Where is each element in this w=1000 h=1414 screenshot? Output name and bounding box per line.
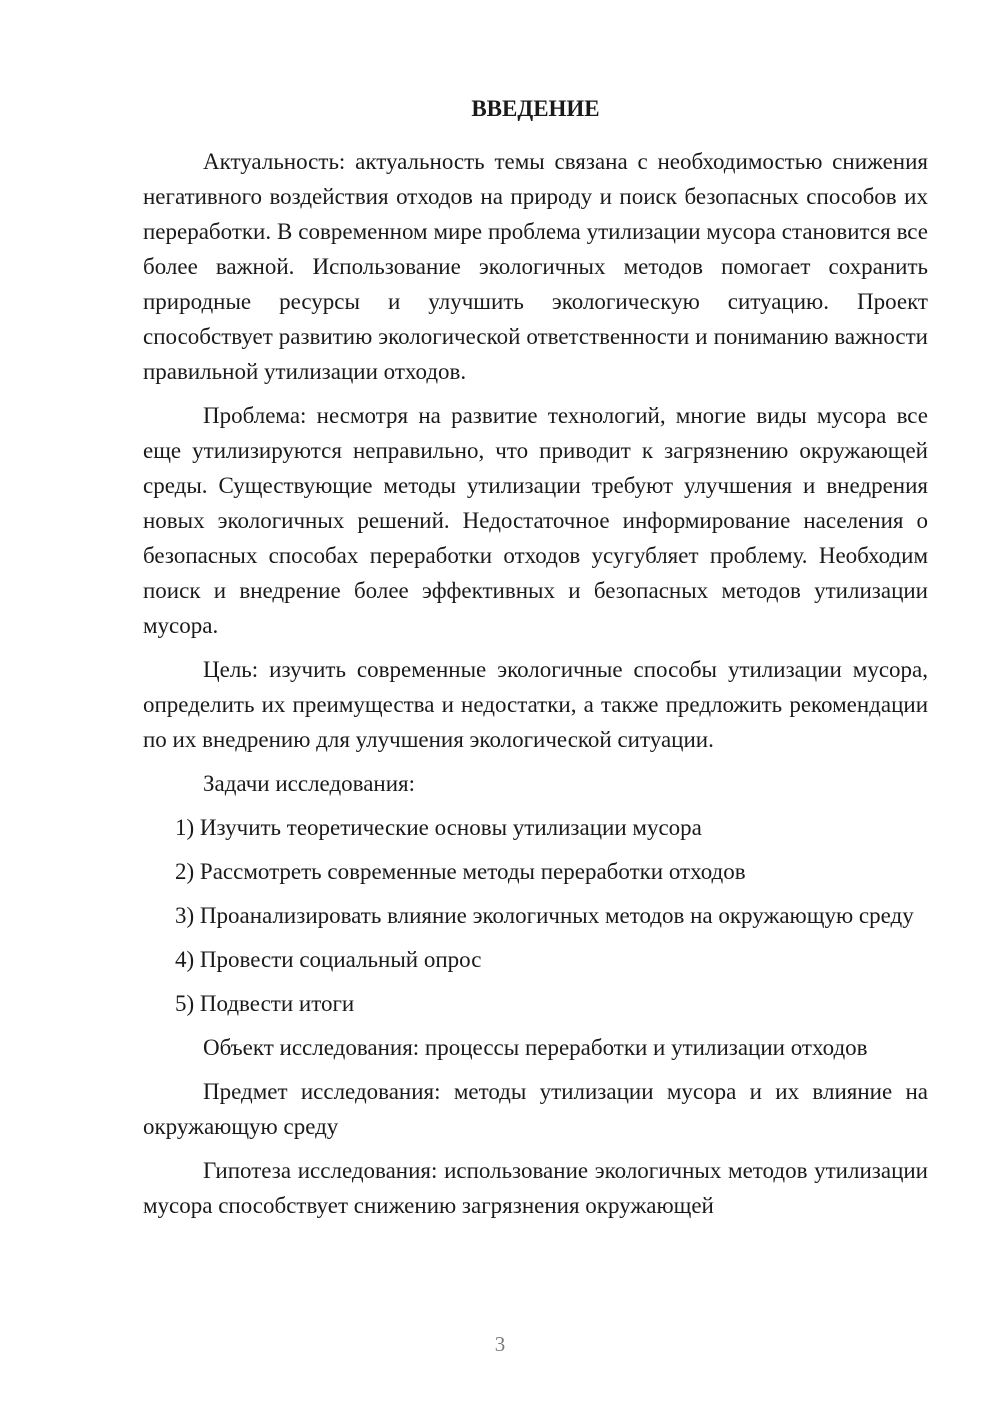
page-content: [143, 94, 928, 1232]
paragraph-goal: Цель: изучить современные экологичные способы утилизации мусора, определить их преимущества и недостатки, а также предложить рекомендации по их внедрению для улучшения экологической ситуации.: [143, 657, 928, 752]
section-heading: ВВЕДЕНИЕ: [471, 96, 600, 121]
task-item-4: 4) Провести социальный опрос: [175, 947, 482, 972]
task-item-3: 3) Проанализировать влияние экологичных методов на окружающую среду: [175, 903, 914, 928]
task-item-1: 1) Изучить теоретические основы утилизации мусора: [175, 815, 702, 840]
tasks-title: Задачи исследования:: [203, 771, 416, 796]
paragraph-hypothesis: Гипотеза исследования: использование экологичных методов утилизации мусора способствует снижению загрязнения окружающей: [143, 1158, 928, 1218]
task-item-5: 5) Подвести итоги: [175, 991, 355, 1016]
paragraph-problem: Проблема: несмотря на развитие технологий, многие виды мусора все еще утилизируются неправильно, что приводит к загрязнению окружающей среды. Существующие методы утилизации требуют улучшения и внедрения новых экологичных решений. Недостаточное информирование населения о безопасных способах переработки отходов усугубляет проблему. Необходим поиск и внедрение более эффективных и безопасных методов утилизации мусора.: [143, 403, 928, 638]
paragraph-object: Объект исследования: процессы переработки и утилизации отходов: [203, 1035, 868, 1060]
task-item-2: 2) Рассмотреть современные методы переработки отходов: [175, 859, 746, 884]
page-number: 3: [494, 1332, 506, 1356]
paragraph-relevance: Актуальность: актуальность темы связана с необходимостью снижения негативного воздействия отходов на природу и поиск безопасных способов их переработки. В современном мире проблема утилизации мусора становится все более важной. Использование экологичных методов помогает сохранить природные ресурсы и улучшить экологическую ситуацию. Проект способствует развитию экологической ответственности и пониманию важности правильной утилизации отходов.: [143, 149, 928, 384]
paragraph-subject: Предмет исследования: методы утилизации мусора и их влияние на окружающую среду: [143, 1079, 928, 1139]
